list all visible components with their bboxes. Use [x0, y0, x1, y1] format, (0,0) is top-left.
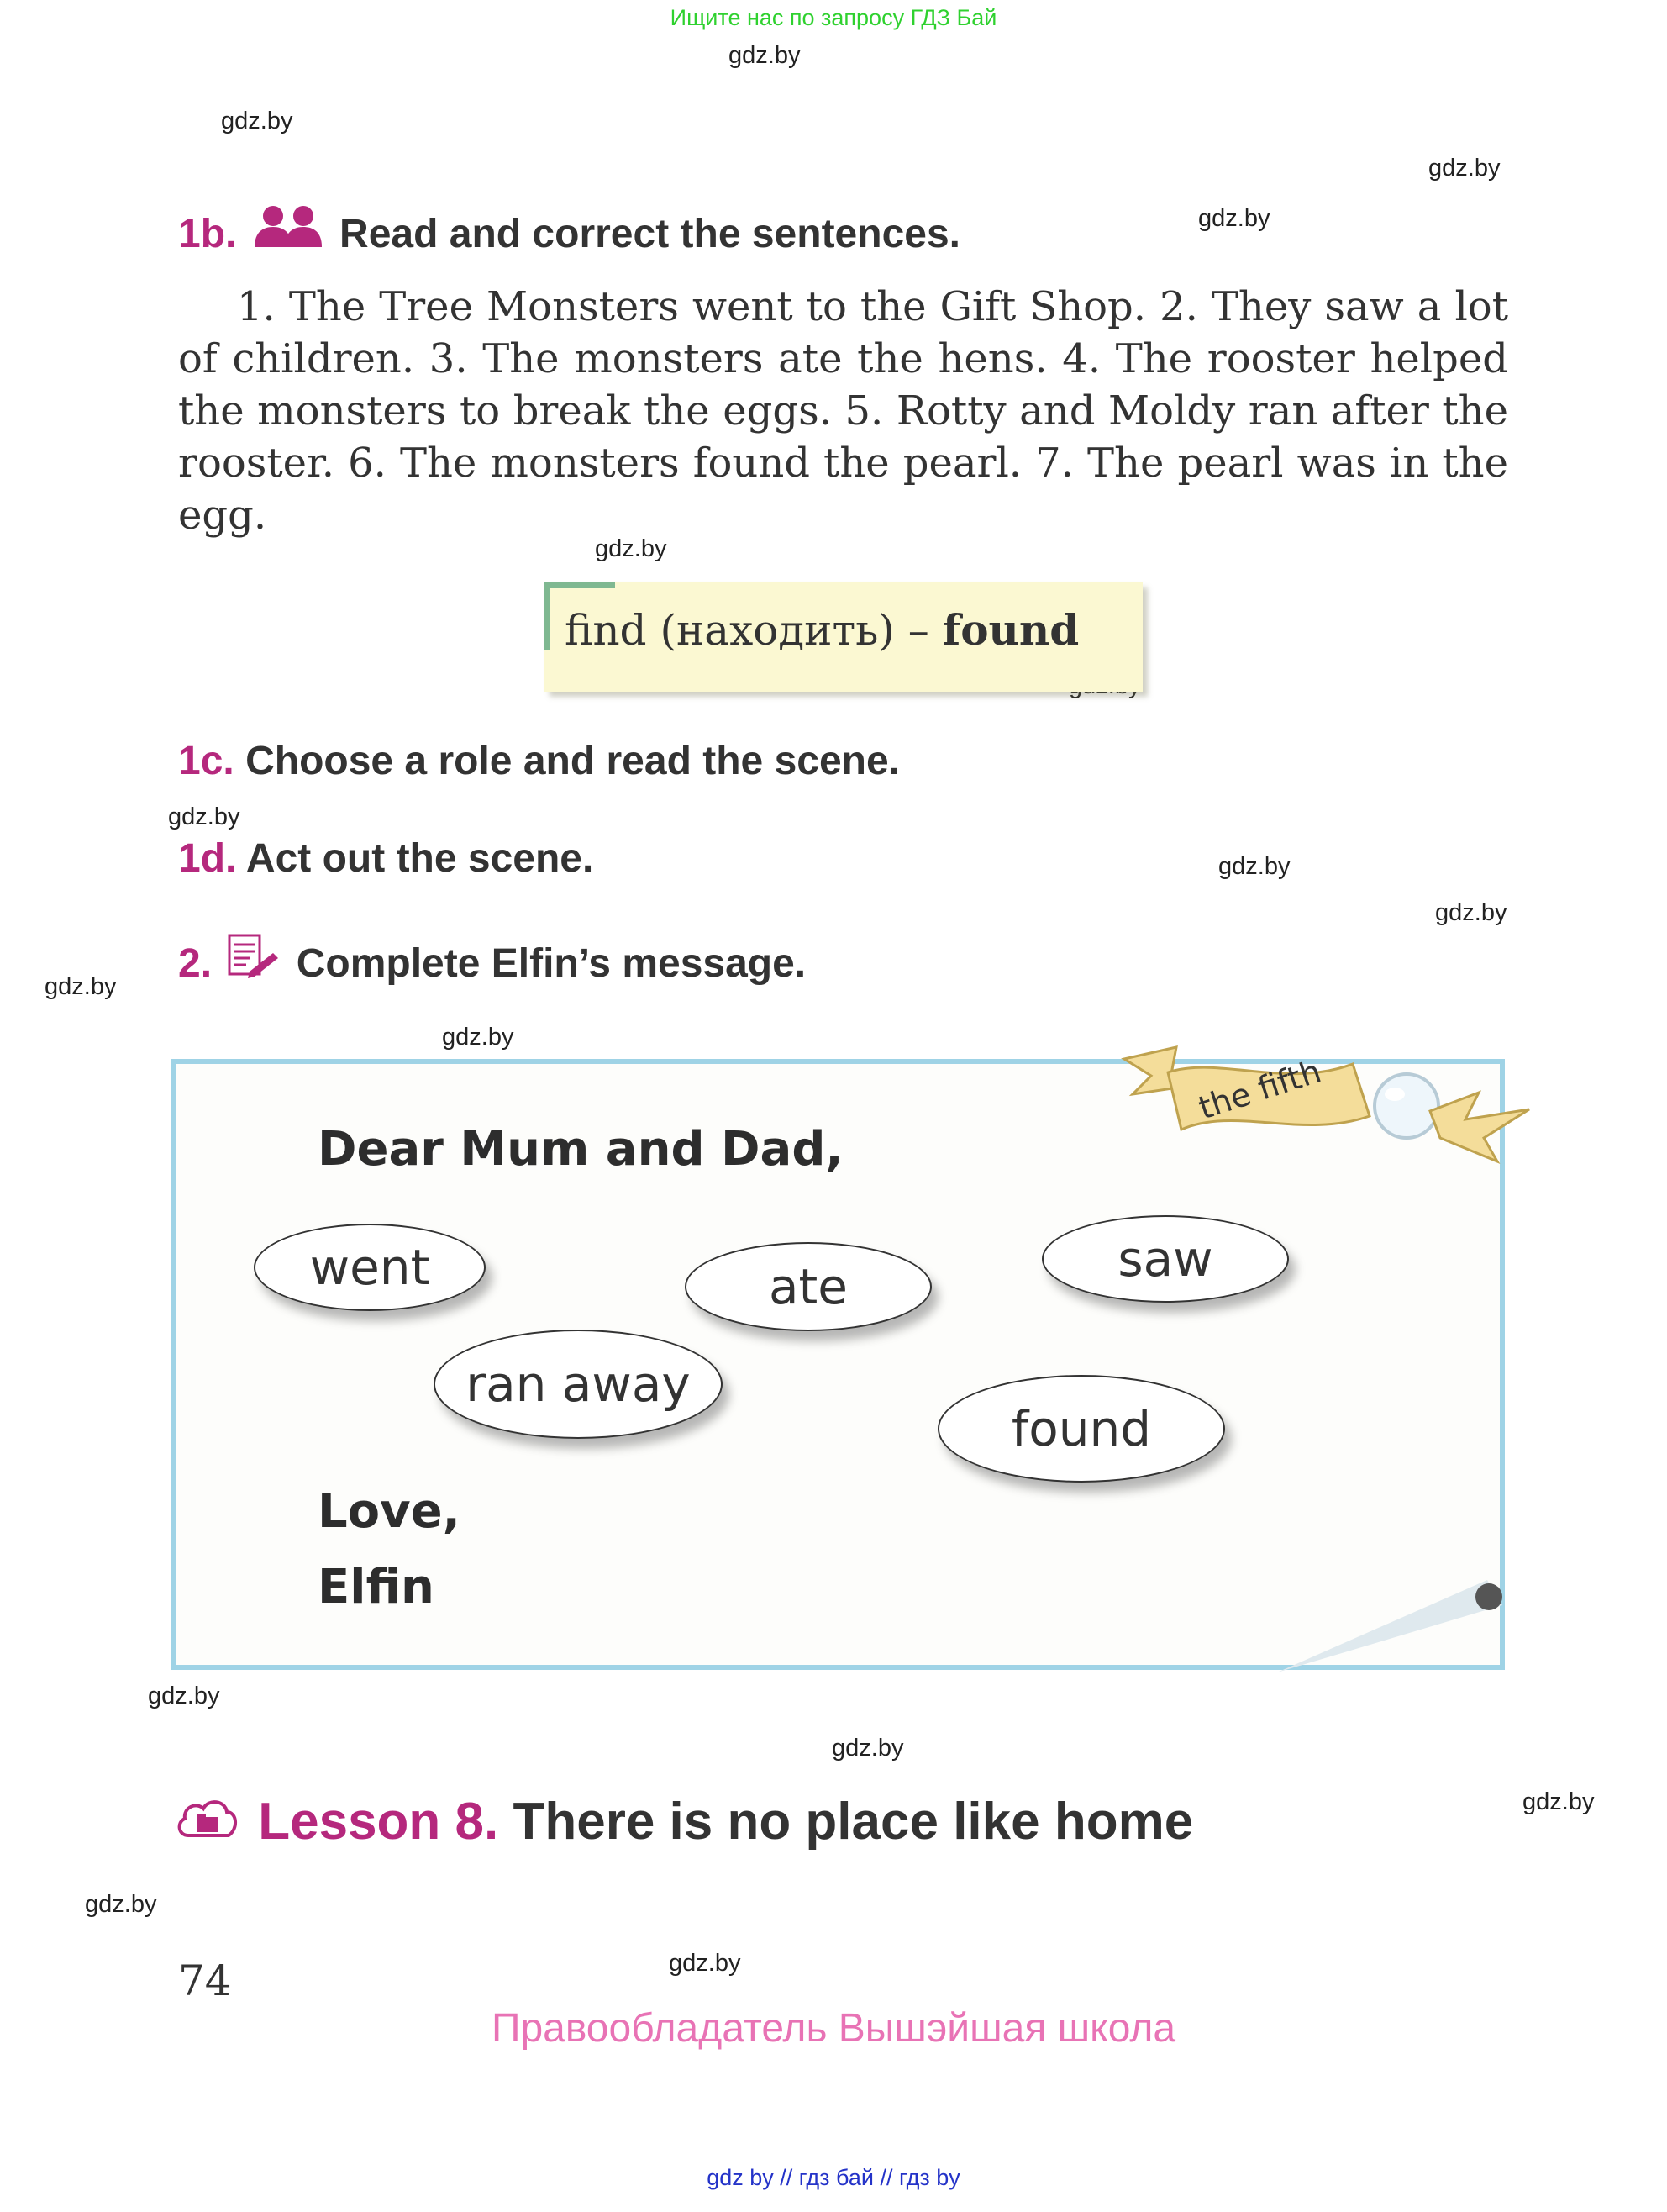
pair-work-icon: [251, 203, 325, 250]
exercise-1d-heading: [178, 835, 593, 882]
watermark: gdz.by: [1522, 1788, 1595, 1815]
vocabulary-box-corner: [544, 582, 615, 588]
lesson-heading: [175, 1792, 1193, 1851]
word-bank-item: ran away: [434, 1330, 723, 1439]
page-curl-icon: [1277, 1572, 1512, 1681]
watermark: gdz.by: [221, 108, 293, 134]
writing-icon: [226, 933, 281, 980]
lesson-title: There is no place like home: [513, 1793, 1194, 1851]
word-bank-item: found: [938, 1375, 1225, 1483]
watermark: gdz.by: [442, 1024, 514, 1051]
watermark: gdz.by: [1218, 853, 1291, 880]
ribbon-banner: [1117, 1039, 1538, 1182]
exercise-1c-heading: [178, 738, 900, 784]
watermark: gdz.by: [669, 1950, 741, 1977]
vocabulary-entry: [565, 605, 1079, 655]
word-bank-item: ate: [685, 1242, 932, 1331]
ribbon-text: the fifth: [1194, 1052, 1326, 1127]
search-note: Ищите нас по запросу ГДЗ Бай: [670, 5, 997, 30]
exercise-number: 1d.: [178, 836, 237, 881]
exercise-number: 2.: [178, 941, 213, 986]
exercise-number: 1b.: [178, 212, 237, 256]
vocabulary-past-form: found: [942, 605, 1080, 655]
lesson-number: Lesson 8.: [258, 1793, 499, 1851]
exercise-title: Read and correct the sentences.: [339, 212, 960, 256]
watermark: gdz.by: [1198, 205, 1270, 232]
watermark: gdz.by: [148, 1683, 220, 1709]
watermark: gdz.by: [1435, 899, 1507, 926]
footer-links[interactable]: gdz by // гдз бай // гдз by: [707, 2165, 960, 2190]
exercise-2-heading: [178, 933, 806, 987]
watermark: gdz.by: [595, 535, 667, 562]
watermark: gdz.by: [168, 803, 240, 830]
exercise-1b-heading: [178, 203, 960, 257]
word-bank-item: went: [254, 1224, 486, 1311]
message-signature: Elfin: [318, 1560, 434, 1614]
message-greeting: Dear Mum and Dad,: [318, 1122, 844, 1177]
exercise-1b-text: 1. The Tree Monsters went to the Gift Shop. 2. They saw a lot of children. 3. The monsters ate the hens. 4. The rooster helped the monsters to break the eggs. 5. Rotty and Moldy ran after the rooster. 6. The monsters found the pearl. 7. The pearl was in the egg.: [178, 283, 1508, 539]
site-name[interactable]: gdz.by: [728, 42, 801, 69]
watermark: gdz.by: [832, 1735, 904, 1762]
watermark: gdz.by: [1428, 155, 1501, 182]
exercise-number: 1c.: [178, 739, 234, 783]
exercise-title: Complete Elfin’s message.: [296, 941, 807, 986]
page-number: 74: [178, 1957, 232, 2005]
vocabulary-box-corner: [544, 582, 550, 650]
vocabulary-word: find (находить) –: [565, 606, 943, 655]
word-bank-item: saw: [1042, 1215, 1289, 1303]
watermark: gdz.by: [85, 1891, 157, 1918]
message-closing: Love,: [318, 1484, 460, 1539]
cloud-folder-icon: [175, 1795, 239, 1841]
rights-holder: Правообладатель Вышэйшая школа: [491, 2006, 1176, 2051]
exercise-title: Choose a role and read the scene.: [245, 739, 900, 783]
watermark: gdz.by: [45, 973, 117, 1000]
exercise-title: Act out the scene.: [245, 836, 594, 881]
